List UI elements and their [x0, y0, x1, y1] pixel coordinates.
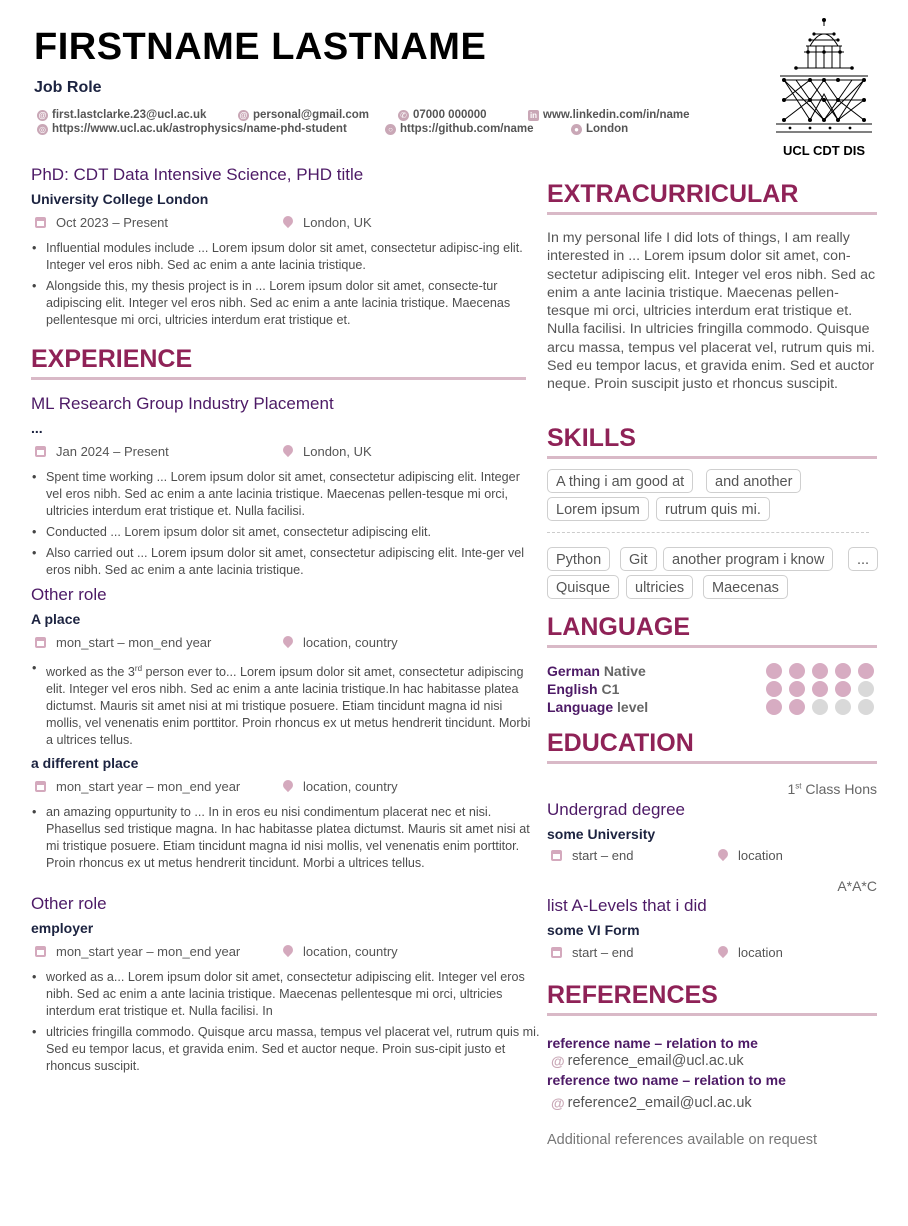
education-school: some University — [547, 826, 656, 842]
phd-location — [283, 215, 372, 230]
skill-chip: rutrum quis mi. — [656, 497, 770, 521]
reference-email[interactable] — [551, 1095, 752, 1111]
section-rule — [547, 645, 877, 648]
job-role-title: ML Research Group Industry Placement — [31, 394, 334, 413]
reference-email-text: reference_email@ucl.ac.uk — [567, 1053, 744, 1069]
job-org: ... — [31, 420, 43, 436]
tool-chip: another program i know — [663, 547, 833, 571]
experience-heading: EXPERIENCE — [31, 345, 193, 373]
language-heading: LANGUAGE — [547, 613, 691, 641]
list-item: • worked as a... Lorem ipsum dolor sit amet, consectetur adipiscing elit. Integer vel eros nibh. Sed ac enim a ante lacinia tristique. Maecenas pellentesque mi orci, ultricies interdum erat tristique et. Nulla facilisi. In — [46, 969, 542, 1020]
rating-dot — [766, 681, 782, 697]
globe-icon: ◎ — [37, 124, 48, 135]
ucl-cdt-dis-logo — [770, 16, 878, 160]
education-grade: A*A*C — [837, 878, 877, 894]
phd-title: PhD: CDT Data Intensive Science, PHD title — [31, 165, 364, 184]
language-level: C1 — [601, 681, 620, 697]
list-item — [46, 660, 536, 749]
phd-date-text: Oct 2023 – Present — [56, 215, 169, 230]
job-date — [35, 779, 240, 794]
rating-dot — [835, 663, 851, 679]
location-pin-icon: ● — [571, 124, 582, 135]
job-location — [283, 944, 398, 959]
contact-phone-text: 07000 000000 — [413, 109, 487, 121]
at-icon: @ — [38, 110, 47, 120]
job-bullets — [32, 469, 536, 583]
language-name: English — [547, 681, 598, 697]
education-location-text: location — [738, 848, 783, 863]
tool-chip: ... — [848, 547, 878, 571]
calendar-icon — [35, 637, 46, 648]
references-note: Additional references available on request — [547, 1132, 818, 1148]
education-date — [551, 848, 633, 863]
education-heading: EDUCATION — [547, 729, 694, 757]
github-icon: ○ — [385, 124, 396, 135]
location-pin-icon — [283, 445, 293, 458]
education-location — [718, 945, 783, 960]
skill-chip: A thing i am good at — [547, 469, 693, 493]
phd-org: University College London — [31, 191, 209, 207]
section-rule — [31, 377, 526, 380]
job-location — [283, 444, 372, 459]
at-icon: @ — [551, 1095, 565, 1111]
section-rule — [547, 212, 877, 215]
rating-dot — [789, 663, 805, 679]
rating-dot — [858, 699, 874, 715]
rating-dot — [835, 699, 851, 715]
language-row — [547, 663, 646, 679]
contact-github[interactable] — [385, 122, 534, 136]
job-location — [283, 635, 398, 650]
phone-icon: ✆ — [398, 110, 409, 121]
language-level: Native — [603, 663, 646, 679]
list-item: • Conducted ... Lorem ipsum dolor sit amet, consectetur adipiscing elit. — [46, 524, 536, 541]
job-role: Job Role — [34, 79, 102, 96]
education-degree: list A-Levels that i did — [547, 896, 707, 915]
list-item: • an amazing oppurtunity to ... In in eros eu nisi condimentum placerat nec et nisi. Phasellus sed tristique magna. In hac habitasse platea dictumst. Mauris sit amet nisi at mi tristique posuere. Etiam tincidunt magna id nisi mollis, vel venenatis enim porttitor. Proin rhoncus ex ut metus hendrerit tincidunt. Morbi a ultrices tellus. — [46, 804, 536, 872]
job-date — [35, 444, 169, 459]
education-date-text: start – end — [572, 848, 634, 863]
phd-bullets — [32, 240, 536, 333]
reference-name: reference two name – relation to me — [547, 1072, 786, 1088]
education-date-text: start – end — [572, 945, 634, 960]
language-name: Language — [547, 699, 614, 715]
rating-dot — [858, 681, 874, 697]
bullet-text: person ever to... Lorem ipsum dolor sit amet, consectetur adipiscing elit. Integer vel eros nibh. Sed ac enim a ante lacinia tristique.In hac habitasse platea dictumst. Mauris sit amet nisi at mi tristique posuere. Etiam tincidunt magna id nisi mollis, vel venenatis enim porttitor. Proin rhoncus ex ut metus hendrerit tincidunt. Morbi a ultrices tellus. — [46, 665, 531, 748]
location-pin-icon — [718, 849, 728, 862]
rating-dot — [812, 681, 828, 697]
calendar-icon — [35, 446, 46, 457]
bullet-text: worked as the 3 — [46, 665, 135, 680]
skills-heading: SKILLS — [547, 424, 636, 452]
section-rule — [547, 456, 877, 459]
job-org: A place — [31, 611, 81, 627]
job-location — [283, 779, 398, 794]
section-rule — [547, 1013, 877, 1016]
language-name: German — [547, 663, 600, 679]
linkedin-icon: in — [529, 110, 538, 120]
job-org: employer — [31, 920, 94, 936]
skill-chip: Lorem ipsum — [547, 497, 649, 521]
contact-personal-email-text: personal@gmail.com — [253, 109, 370, 121]
extracurricular-heading: EXTRACURRICULAR — [547, 180, 799, 208]
job-date — [35, 944, 240, 959]
resume-name: FIRSTNAME LASTNAME — [34, 26, 487, 68]
grade-text: Class Hons — [801, 781, 877, 797]
calendar-icon — [551, 947, 562, 958]
education-date — [551, 945, 633, 960]
contact-email-text: first.lastclarke.23@ucl.ac.uk — [52, 109, 207, 121]
contact-location — [571, 122, 628, 136]
job-org: a different place — [31, 755, 139, 771]
language-row — [547, 699, 648, 715]
contact-website-text: https://www.ucl.ac.uk/astrophysics/name-phd-student — [52, 123, 347, 135]
rating-dot — [789, 699, 805, 715]
calendar-icon — [35, 217, 46, 228]
contact-linkedin-text: www.linkedin.com/in/name — [543, 109, 690, 121]
job-bullets — [32, 804, 536, 876]
section-rule — [547, 761, 877, 764]
tool-chip: Maecenas — [703, 575, 788, 599]
skills-divider — [547, 532, 869, 533]
reference-email[interactable] — [551, 1053, 744, 1069]
at-icon: @ — [239, 110, 248, 120]
job-bullets — [32, 660, 536, 753]
calendar-icon — [35, 946, 46, 957]
ordinal-suffix: st — [795, 781, 802, 791]
job-location-text: location, country — [303, 944, 398, 959]
reference-email-text: reference2_email@ucl.ac.uk — [567, 1095, 752, 1111]
rating-dot — [766, 663, 782, 679]
list-item: • Also carried out ... Lorem ipsum dolor sit amet, consectetur adipiscing elit. Inte-ger vel eros nibh. Sed ac enim a ante lacinia tristique. — [46, 545, 536, 579]
language-level: level — [617, 699, 649, 715]
contact-linkedin[interactable] — [528, 108, 690, 122]
job-date-text: mon_start year – mon_end year — [56, 944, 241, 959]
education-location-text: location — [738, 945, 783, 960]
job-location-text: London, UK — [303, 444, 372, 459]
location-pin-icon — [718, 946, 728, 959]
job-location-text: location, country — [303, 779, 398, 794]
calendar-icon — [551, 850, 562, 861]
job-bullets — [32, 969, 542, 1079]
logo-text: UCL CDT DIS — [782, 143, 866, 158]
location-pin-icon — [283, 945, 293, 958]
education-grade — [788, 781, 878, 797]
contact-website[interactable] — [37, 122, 347, 136]
references-heading: REFERENCES — [547, 981, 718, 1009]
ordinal-suffix: rd — [134, 664, 143, 673]
tool-chip: Quisque — [547, 575, 619, 599]
contact-location-text: London — [586, 123, 629, 135]
education-degree: Undergrad degree — [547, 800, 685, 819]
skill-chip: and another — [706, 469, 801, 493]
rating-dot — [766, 699, 782, 715]
job-date — [35, 635, 211, 650]
location-pin-icon — [283, 636, 293, 649]
job-role-title: Other role — [31, 894, 107, 913]
rating-dot — [812, 663, 828, 679]
rating-dot — [858, 663, 874, 679]
contact-email[interactable] — [37, 108, 206, 122]
tool-chip: Python — [547, 547, 610, 571]
reference-name: reference name – relation to me — [547, 1035, 758, 1051]
list-item: • ultricies fringilla commodo. Quisque arcu massa, tempus vel placerat vel, rutrum quis mi. Sed eu tempor lacus, et gravida enim. Sed et auctor neque. Proin sus-cipit justo et rhoncus suscipit. — [46, 1024, 542, 1075]
phd-date — [35, 215, 168, 230]
phd-location-text: London, UK — [303, 215, 372, 230]
calendar-icon — [35, 781, 46, 792]
job-role-title: Other role — [31, 585, 107, 604]
location-pin-icon — [283, 780, 293, 793]
education-location — [718, 848, 783, 863]
at-icon: @ — [551, 1053, 565, 1069]
list-item: • Influential modules include ... Lorem ipsum dolor sit amet, consectetur adipisc-ing elit. Integer vel eros nibh. Sed ac enim a ante lacinia tristique. — [46, 240, 536, 274]
rating-dot — [835, 681, 851, 697]
rating-dot — [812, 699, 828, 715]
grade-text: 1 — [787, 781, 796, 797]
job-date-text: mon_start year – mon_end year — [56, 779, 241, 794]
list-item: • Alongside this, my thesis project is in ... Lorem ipsum dolor sit amet, consecte-tur adipiscing elit. Integer vel eros nibh. Sed ac enim a ante lacinia tristique. Maecenas pellentesque mi orci, ultricies interdum erat tristique et. — [46, 278, 536, 329]
rating-dot — [789, 681, 805, 697]
job-location-text: location, country — [303, 635, 398, 650]
location-pin-icon — [283, 216, 293, 229]
language-row — [547, 681, 619, 697]
contact-personal-email[interactable] — [238, 108, 369, 122]
job-date-text: Jan 2024 – Present — [56, 444, 169, 459]
contact-phone[interactable] — [398, 108, 487, 122]
list-item: • Spent time working ... Lorem ipsum dolor sit amet, consectetur adipiscing elit. Integer vel eros nibh. Sed ac enim a ante lacinia tristique. Maecenas pellen-tesque mi orci, ultricies interdum erat tristique et. Nulla facilisi. — [46, 469, 536, 520]
contact-github-text: https://github.com/name — [400, 123, 534, 135]
extracurricular-text: In my personal life I did lots of things, I am really interested in ... Lorem ipsum dolor sit amet, con-sectetur adipiscing elit. Integer vel eros nibh. Sed ac enim a ante lacinia tristique. Maecenas pellen-tesque mi orci, ultricies interdum erat tristique et. Nulla facilisi. In ultricies fringilla commodo. Quisque arcu massa, tempus vel placerat vel, rutrum quis mi. Sed eu tempor lacus, et gravida enim. Sed et auctor neque. Proin suscipit justo et rhoncus suscipit. — [547, 230, 876, 393]
tool-chip: ultricies — [626, 575, 693, 599]
job-date-text: mon_start – mon_end year — [56, 635, 212, 650]
tool-chip: Git — [620, 547, 657, 571]
education-school: some VI Form — [547, 922, 640, 938]
